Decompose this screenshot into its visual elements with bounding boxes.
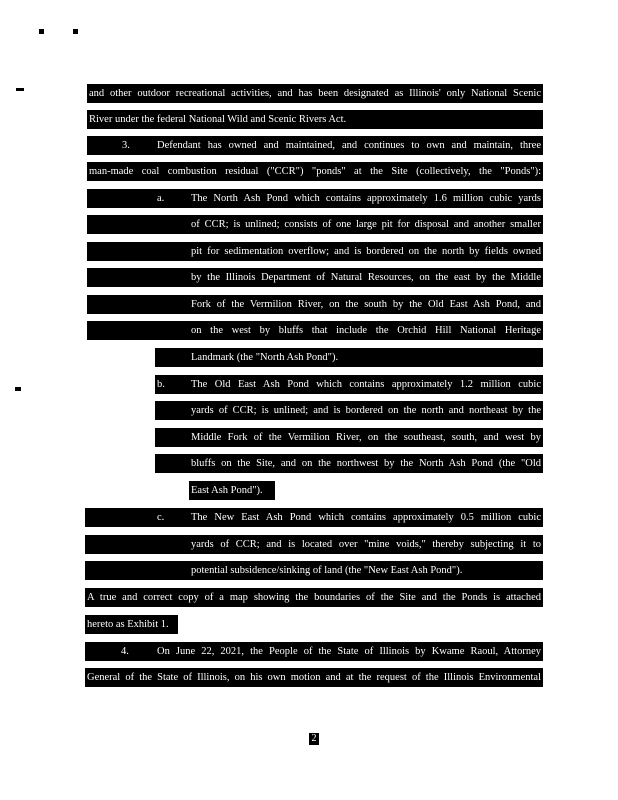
text-line: General of the State of Illinois, on his own motion and at the request of the Illinois Environmental [85, 668, 543, 687]
text-line: pit for sedimentation overflow; and is bordered on the north by fields owned [87, 242, 543, 261]
text-line: yards of CCR; and is located over "mine voids," thereby subjecting it to [85, 535, 543, 554]
text-line: on the west by bluffs that include the Orchid Hill National Heritage [87, 321, 543, 340]
item-letter: c. [157, 512, 165, 523]
text-line: c. The New East Ash Pond which contains approximately 0.5 million cubic [85, 508, 543, 527]
text-line: potential subsidence/sinking of land (the "New East Ash Pond"). [85, 561, 543, 580]
text-line: 3. Defendant has owned and maintained, and continues to own and maintain, three [87, 136, 543, 155]
text-line: bluffs on the Site, and on the northwest by the North Ash Pond (the "Old [155, 454, 543, 473]
text-line: yards of CCR; is unlined; and is bordered on the north and northeast by the [155, 401, 543, 420]
text-line: Fork of the Vermilion River, on the south by the Old East Ash Pond, and [87, 295, 543, 314]
scan-speck [15, 387, 21, 391]
text-line: a. The North Ash Pond which contains approximately 1.6 million cubic yards [87, 189, 543, 208]
item-letter: b. [157, 379, 165, 390]
text-line: of CCR; is unlined; consists of one large pit for disposal and another smaller [87, 215, 543, 234]
paragraph-number: 3. [122, 140, 130, 151]
text-line: hereto as Exhibit 1. [85, 615, 178, 634]
text-line: River under the federal National Wild and Scenic Rivers Act. [87, 110, 543, 129]
text-line: A true and correct copy of a map showing the boundaries of the Site and the Ponds is attached [85, 588, 543, 607]
text-line: Middle Fork of the Vermilion River, on the southeast, south, and west by [155, 428, 543, 447]
text-line: and other outdoor recreational activities, and has been designated as Illinois' only National Scenic [87, 84, 543, 103]
paragraph-number: 4. [121, 646, 129, 657]
text-line: 4. On June 22, 2021, the People of the State of Illinois by Kwame Raoul, Attorney [85, 642, 543, 661]
page-number: 2 [309, 733, 319, 745]
item-letter: a. [157, 193, 165, 204]
text-line: by the Illinois Department of Natural Resources, on the east by the Middle [87, 268, 543, 287]
text-line: East Ash Pond"). [189, 481, 275, 500]
text-line: man-made coal combustion residual ("CCR") "ponds" at the Site (collectively, the "Ponds"): [87, 162, 543, 181]
scan-speck [73, 29, 78, 34]
text-line: Landmark (the "North Ash Pond"). [155, 348, 543, 367]
scan-speck [16, 88, 24, 91]
text-line: b. The Old East Ash Pond which contains approximately 1.2 million cubic [155, 375, 543, 394]
scan-speck [39, 29, 44, 34]
